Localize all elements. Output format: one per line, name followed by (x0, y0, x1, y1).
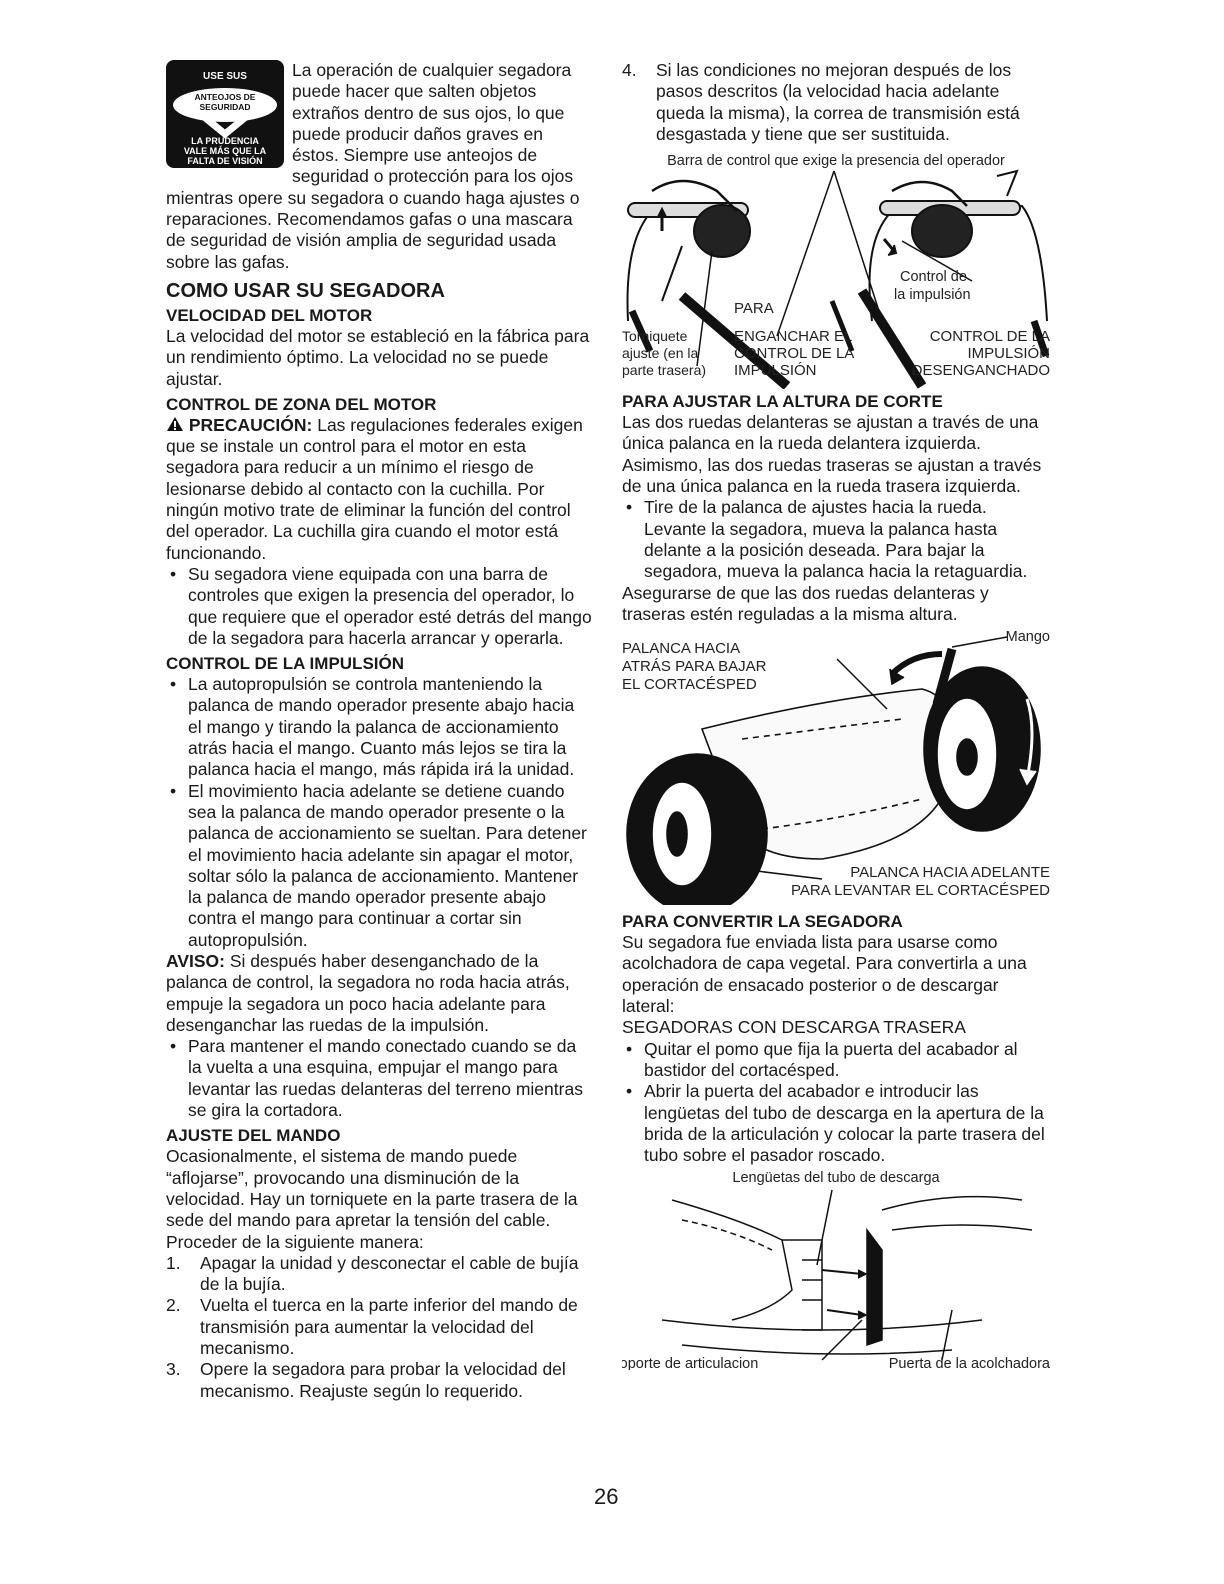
figure1-caption: Barra de control que exige la presencia del operador (667, 153, 1005, 170)
adjust-title: AJUSTE DEL MANDO (166, 1126, 341, 1146)
step-text: Vuelta el tuerca en la parte inferior del mando de transmisión para aumentar la velocidad del mecanismo. (200, 1295, 578, 1359)
main-title: COMO USAR SU SEGADORA (166, 279, 445, 302)
badge-line5: VALE MÁS QUE LA (183, 146, 267, 156)
badge-line3: SEGURIDAD (199, 102, 251, 112)
adjust-steps-cont (622, 60, 1050, 145)
label-forward-2: PARA LEVANTAR EL CORTACÉSPED (791, 882, 1050, 900)
label-para: PARA (734, 300, 774, 318)
safety-glasses-badge (166, 60, 284, 168)
caution-text: Las regulaciones federales exigen que se instale un control para el motor en esta segadora para reducir a un mínimo el riesgo de lesionarse debido al contacto con la cuchilla. Por ningún motivo trate de eliminar la función del control del operador. La cuchilla gira cuando el motor está funcionando. (166, 414, 583, 563)
height-title: PARA AJUSTAR LA ALTURA DE CORTE (622, 392, 943, 412)
step-number: 4. (622, 60, 637, 80)
label-hinge: Soporte de articulacion (622, 1356, 759, 1371)
caution-paragraph (166, 415, 592, 564)
step-number: 2. (166, 1295, 181, 1316)
list-item: • El movimiento hacia adelante se detiene cuando sea la palanca de mando operador presente o la palanca de accionamiento se sueltan. Para detener el movimiento hacia adelante sin apagar el motor, soltar sólo la palanca de accionamiento. Mantener la palanca de mando operador presente abajo contra el mango para continuar a cortar sin autopropulsión. (188, 781, 592, 951)
step-text: Apagar la unidad y desconectar el cable de bujía de la bujía. (200, 1252, 579, 1295)
label-back-1: PALANCA HACIA (622, 640, 741, 658)
label-engage-1: ENGANCHAR EL (734, 328, 853, 346)
label-back-3: EL CORTACÉSPED (622, 676, 757, 694)
drive-list (166, 674, 592, 951)
badge-line2: ANTEOJOS DE (194, 92, 256, 102)
list-item: • La autopropulsión se controla manteniendo la palanca de mando operador presente abajo hacia el mango y tirando la palanca de accionamiento atrás hacia el mango. Cuanto más lejos se tira la palanca hacia el mango, más rápida irá la unidad. (188, 674, 592, 780)
list-item (166, 1295, 592, 1359)
drive-title: CONTROL DE LA IMPULSIÓN (166, 654, 404, 674)
caution-label: PRECAUCIÓN: (188, 414, 313, 435)
page-number: 26 (594, 1484, 619, 1509)
label-tabs: Lengüetas del tubo de descarga (732, 1170, 940, 1187)
badge-line4: LA PRUDENCIA (191, 136, 259, 146)
notice-paragraph (166, 951, 592, 1036)
safety-intro: La operación de cualquier segadora puede hacer que salten objetos extraños dentro de sus ojos, lo que puede producir daños graves en éstos. Siempre use anteojos de seguridad o protección para los ojos mientras opere su segadora o cuando haga ajustes o reparaciones. Recomendamos gafas o una mascara de seguridad de visión amplia de seguridad usada sobre las gafas. (166, 60, 580, 272)
convert-text: Su segadora fue enviada lista para usarse como acolchadora de capa vegetal. Para convertirla a una operación de ensacado posterior o de descargar lateral: (622, 932, 1027, 1017)
step-number: 3. (166, 1359, 181, 1380)
label-engage-2: CONTROL DE LA (734, 345, 855, 363)
label-control: Control de (900, 269, 967, 286)
right-column (622, 60, 1050, 1370)
speed-title: VELOCIDAD DEL MOTOR (166, 305, 373, 325)
warning-icon (166, 416, 184, 432)
height-text-2: Asegurarse de que las dos ruedas delanteras y traseras estén reguladas a la misma altura. (622, 582, 989, 624)
adjust-text: Ocasionalmente, el sistema de mando puede “aflojarse”, provocando una disminución de la velocidad. Hay un torniquete en la parte trasera de la sede del mando para apretar la tensión del cable. Proceder de la siguiente manera: (166, 1146, 578, 1252)
step-text: Si las condiciones no mejoran después de los pasos descritos (la velocidad hacia adelante queda la misma), la correa de transmisión está desgastada y tiene que ser sustituida. (656, 60, 1020, 144)
discharge-tube-figure (622, 1170, 1050, 1370)
label-control-2: la impulsión (894, 287, 971, 304)
notice-label: AVISO: (166, 950, 225, 971)
list-item: • Su segadora viene equipada con una barra de controles que exigen la presencia del operador, lo que requiere que el operador esté detrás del mango de la segadora para hacerla arrancar y operarla. (188, 564, 592, 649)
list-item: • Quitar el pomo que fija la puerta del acabador al bastidor del cortacésped. (644, 1039, 1050, 1082)
label-torniquete-2: ajuste (en la (622, 345, 699, 362)
label-engage-3: IMPULSIÓN (734, 362, 817, 380)
badge-line6: FALTA DE VISIÓN (187, 156, 263, 166)
label-back-2: ATRÁS PARA BAJAR (622, 658, 767, 676)
label-disengaged-2: IMPULSIÓN (967, 345, 1050, 363)
list-item (166, 1359, 592, 1402)
height-list (622, 497, 1050, 582)
label-door: Puerta de la acolchadora (888, 1356, 1050, 1371)
notice-text: Si después haber desenganchado de la palanca de control, la segadora no roda hacia atrás, empuje la segadora un poco hacia adelante para desenganchar las ruedas de la impulsión. (166, 950, 570, 1035)
list-item: • Tire de la palanca de ajustes hacia la rueda. Levante la segadora, mueva la palanca hasta delante a la posición deseada. Para bajar la segadora, mueva la palanca hacia la retaguardia. (644, 497, 1050, 582)
left-column (166, 60, 592, 1402)
label-forward-1: PALANCA HACIA ADELANTE (850, 864, 1050, 882)
step-number: 1. (166, 1252, 181, 1273)
speed-text: La velocidad del motor se estableció en la fábrica para un rendimiento óptimo. La velocidad no se puede ajustar. (166, 325, 590, 389)
label-mango: Mango (1005, 629, 1050, 646)
rear-list (622, 1039, 1050, 1167)
discharge-illustration (662, 1190, 1032, 1360)
adjust-steps (166, 1253, 592, 1402)
zone-list (166, 564, 592, 649)
list-item (622, 60, 1050, 145)
step-text: Opere la segadora para probar la velocidad del mecanismo. Reajuste según lo requerido. (200, 1359, 566, 1401)
label-torniquete-3: parte trasera) (622, 362, 707, 379)
label-disengaged-3: DESENGANCHADO (911, 362, 1050, 380)
handle-engaged-illustration (628, 181, 751, 351)
list-item: • Para mantener el mando conectado cuando se da la vuelta a una esquina, empujar el mango para levantar las ruedas delanteras del terreno mientras se gira la cortadora. (188, 1036, 592, 1121)
badge-line1: USE SUS (203, 71, 247, 82)
rear-discharge-title: SEGADORAS CON DESCARGA TRASERA (622, 1017, 966, 1038)
height-text: Las dos ruedas delanteras se ajustan a través de una única palanca en la rueda delantera izquierda. Asimismo, las dos ruedas traseras se ajustan a través de una única palanca en la rueda trasera izquierda. (622, 412, 1042, 497)
list-item (166, 1252, 592, 1296)
label-disengaged-1: CONTROL DE LA (929, 328, 1050, 346)
convert-title: PARA CONVERTIR LA SEGADORA (622, 912, 903, 932)
zone-title: CONTROL DE ZONA DEL MOTOR (166, 394, 437, 414)
drive-list-2 (166, 1036, 592, 1121)
control-bar-figure (622, 151, 1050, 389)
height-lever-figure (622, 629, 1050, 905)
label-torniquete-1: Torniquete (622, 328, 688, 345)
list-item: • Abrir la puerta del acabador e introducir las lengüetas del tubo de descarga en la apertura de la brida de la articulación y colocar la parte trasera del tubo sobre el pasador roscado. (644, 1081, 1050, 1166)
